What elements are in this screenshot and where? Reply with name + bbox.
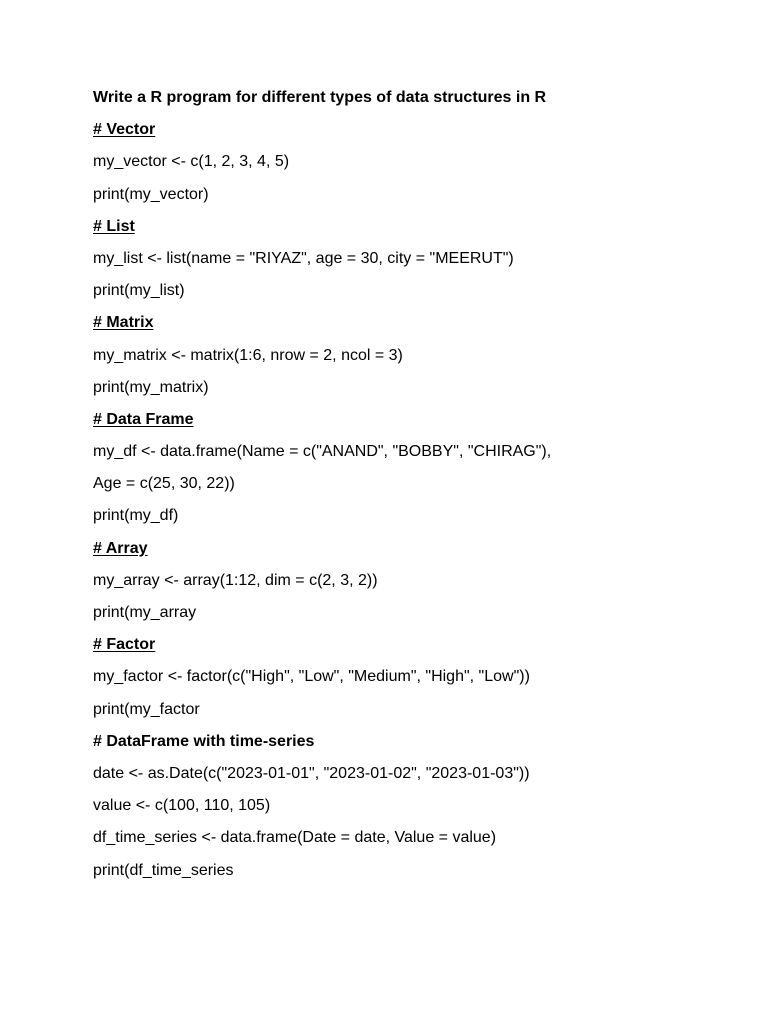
section-heading-list: # List: [93, 217, 135, 235]
code-line: value <- c(100, 110, 105): [93, 797, 271, 815]
section-heading-matrix: # Matrix: [93, 314, 154, 332]
code-line: print(my_factor: [93, 700, 200, 718]
code-line: my_factor <- factor(c("High", "Low", "Medium", "High", "Low")): [93, 668, 530, 686]
section-heading-vector: # Vector: [93, 121, 156, 139]
code-line: print(my_list): [93, 282, 185, 300]
code-line: print(my_array: [93, 604, 197, 621]
code-line: my_array <- array(1:12, dim = c(2, 3, 2)): [93, 571, 378, 589]
code-line: print(df_time_series: [93, 861, 234, 879]
code-line: date <- as.Date(c("2023-01-01", "2023-01-02", "2023-01-03")): [93, 764, 530, 782]
code-line: my_matrix <- matrix(1:6, nrow = 2, ncol = 3): [93, 346, 403, 364]
code-line: my_list <- list(name = "RIYAZ", age = 30, city = "MEERUT"): [93, 249, 514, 267]
section-heading-data-frame: # Data Frame: [93, 410, 194, 428]
section-heading-time-series: # DataFrame with time-series: [93, 732, 315, 750]
document-title: Write a R program for different types of data structures in R: [93, 89, 547, 106]
section-heading-factor: # Factor: [93, 636, 156, 654]
code-line: my_vector <- c(1, 2, 3, 4, 5): [93, 153, 290, 171]
code-line: df_time_series <- data.frame(Date = date, Value = value): [93, 829, 497, 847]
section-heading-array: # Array: [93, 539, 148, 557]
code-line: print(my_vector): [93, 185, 209, 203]
code-line: Age = c(25, 30, 22)): [93, 475, 235, 493]
code-line: print(my_matrix): [93, 378, 209, 396]
code-line: print(my_df): [93, 507, 179, 525]
code-line: my_df <- data.frame(Name = c("ANAND", "BOBBY", "CHIRAG"),: [93, 443, 552, 461]
document-body: [93, 86, 733, 891]
